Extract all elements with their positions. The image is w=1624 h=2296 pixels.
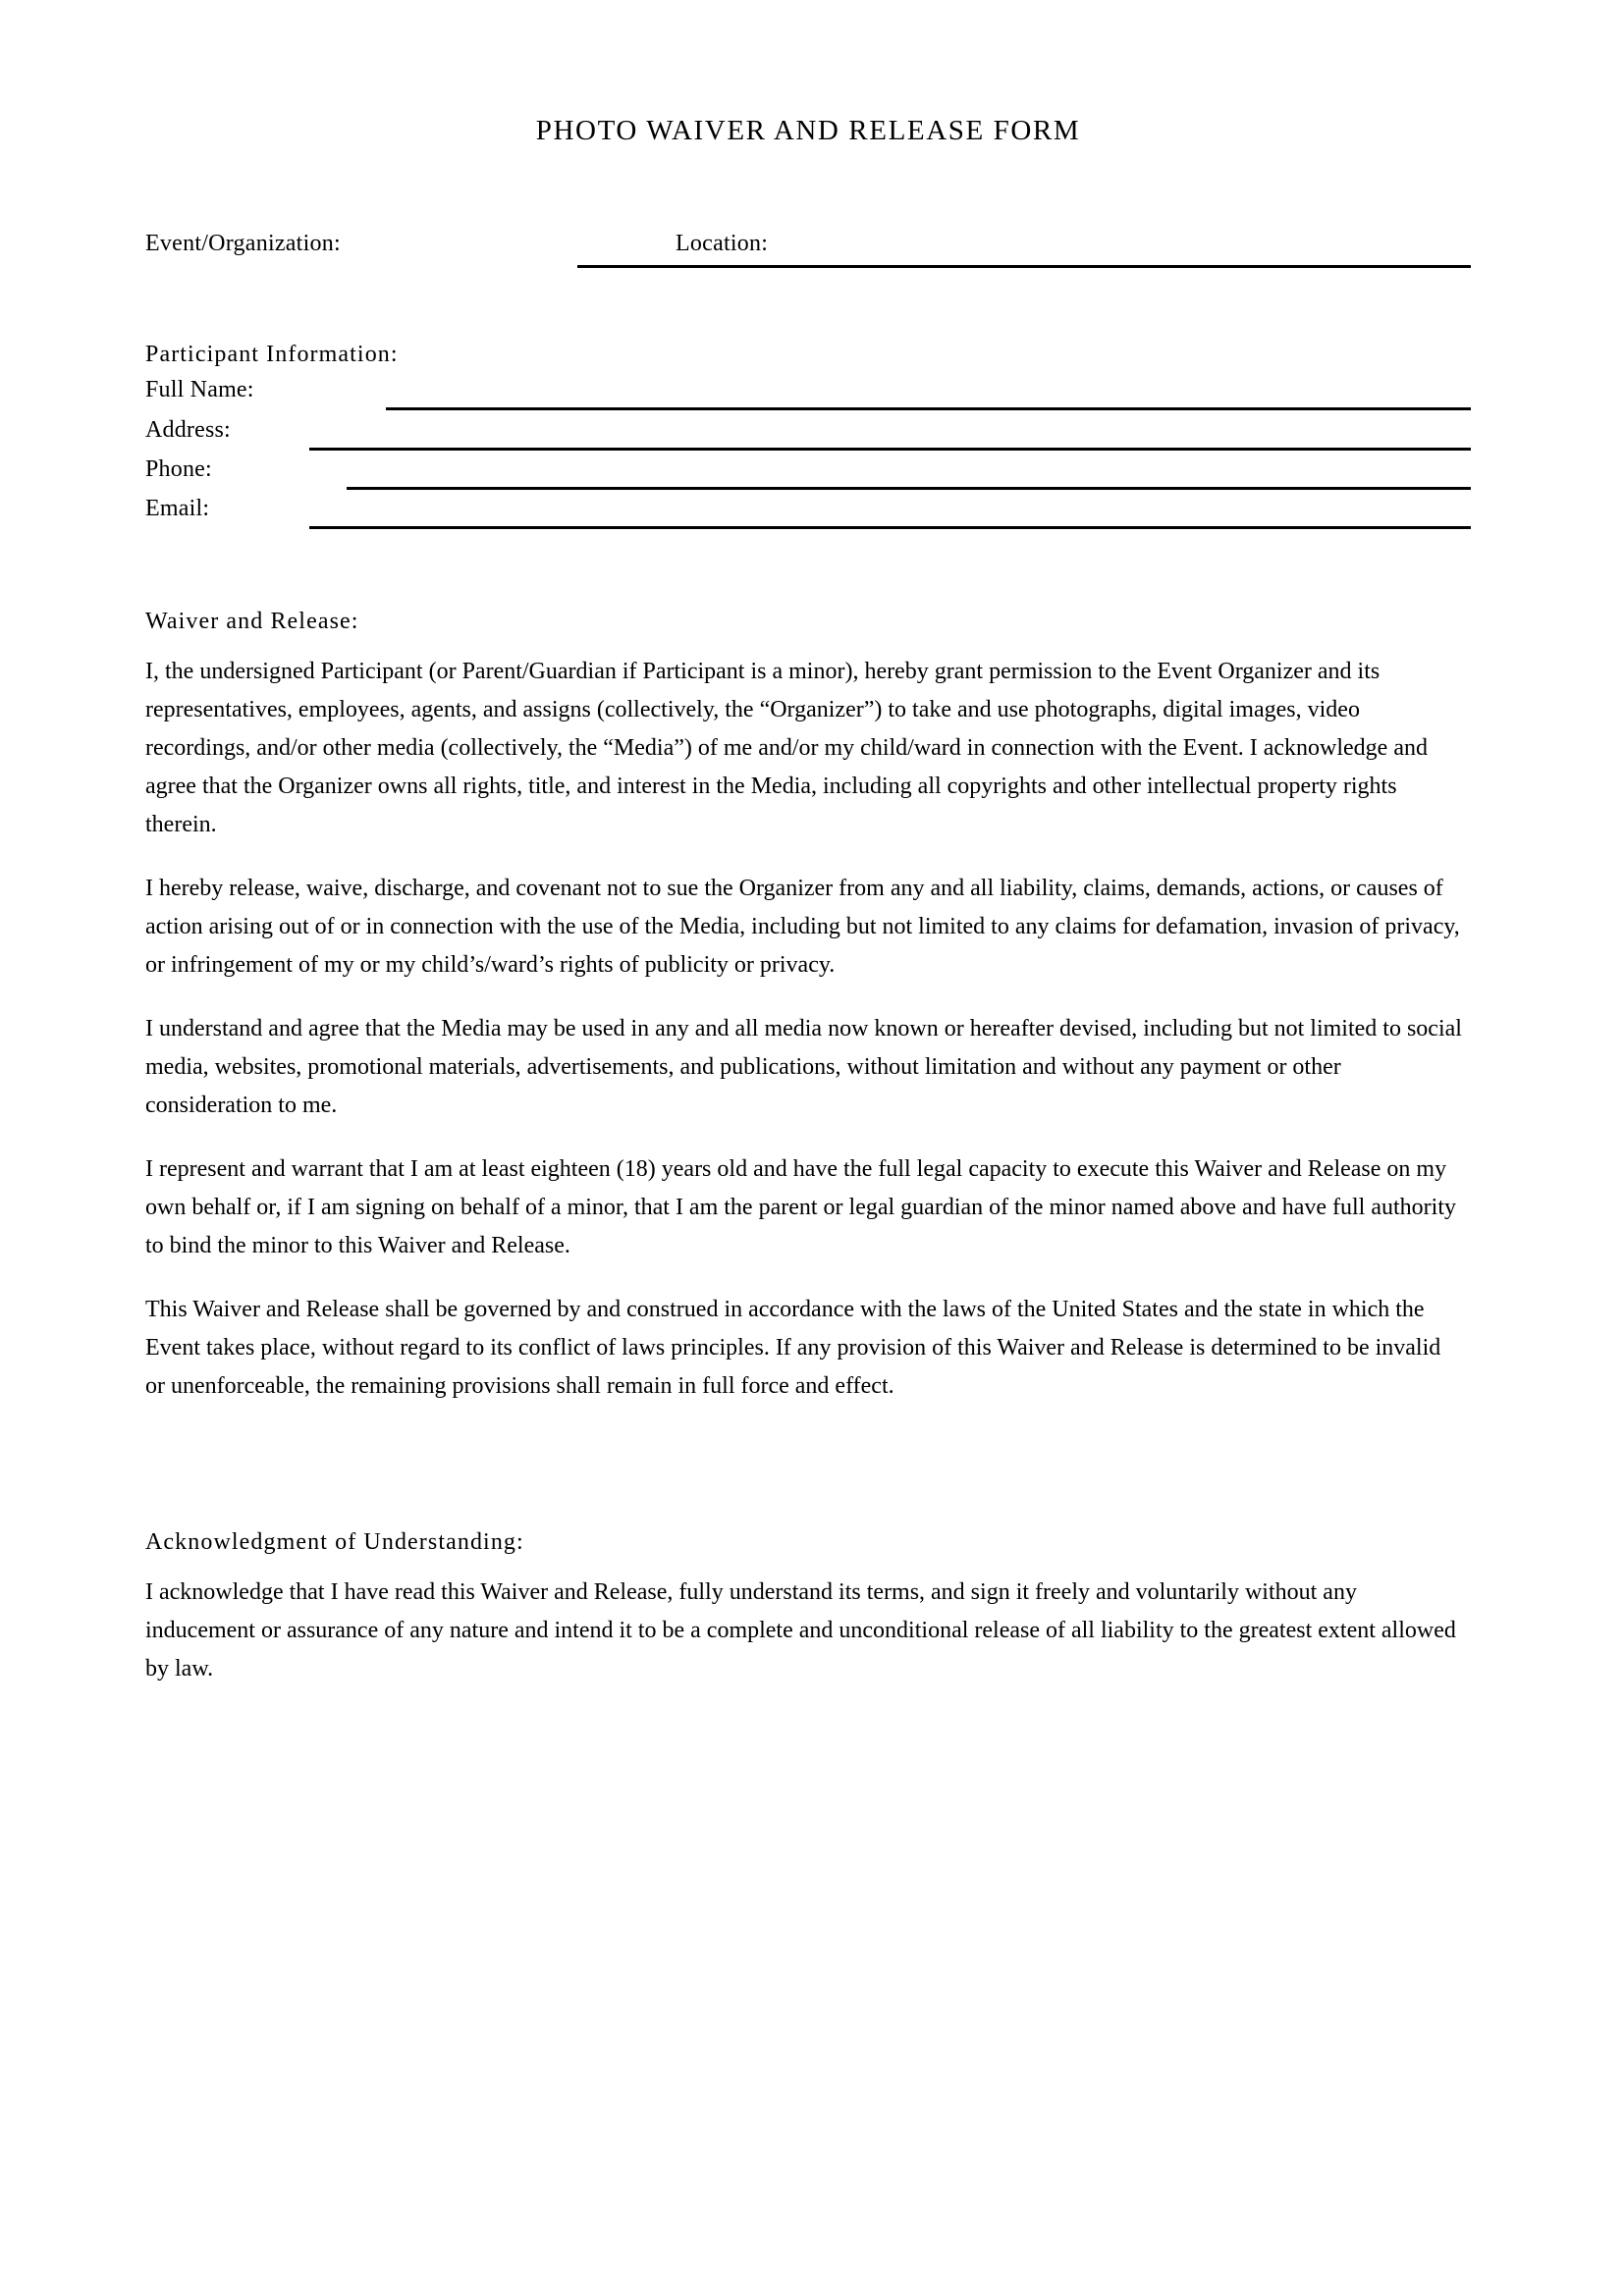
address-label: Address: bbox=[145, 417, 231, 443]
waiver-paragraph: This Waiver and Release shall be governed by and construed in accordance with the laws of the United States and the state in which the Event takes place, without regard to its conflict of laws principles. If any provision of this Waiver and Release is determined to be invalid or unenforceable, the remaining provisions shall remain in full force and effect. bbox=[145, 1297, 1441, 1399]
waiver-paragraph: I, the undersigned Participant (or Parent/Guardian if Participant is a minor), hereby grant permission to the Event Organizer and its representatives, employees, agents, and assigns (collectively, the “Organizer”) to take and use photographs, digital images, video recordings, and/or other media (collectively, the “Media”) of me and/or my child/ward in connection with the Event. I acknowledge and agree that the Organizer owns all rights, title, and interest in the Media, including all copyrights and other intellectual property rights therein. bbox=[145, 659, 1428, 837]
email-label: Email: bbox=[145, 496, 210, 521]
acknowledgment-heading: Acknowledgment of Understanding: bbox=[145, 1529, 524, 1555]
field-row-phone bbox=[145, 456, 1471, 494]
email-fill-line[interactable] bbox=[309, 526, 1471, 529]
full-name-fill-line[interactable] bbox=[386, 407, 1471, 410]
phone-label: Phone: bbox=[145, 456, 212, 482]
acknowledgment-paragraph: I acknowledge that I have read this Waiver and Release, fully understand its terms, and sign it freely and voluntarily without any inducement or assurance of any nature and intend it to be a complete and unconditional release of all liability to the greatest extent allowed by law. bbox=[145, 1579, 1456, 1682]
location-label: Location: bbox=[676, 231, 769, 256]
event-organization-label: Event/Organization: bbox=[145, 231, 341, 256]
phone-fill-line[interactable] bbox=[347, 487, 1471, 490]
full-name-label: Full Name: bbox=[145, 377, 254, 402]
acknowledgment-section bbox=[145, 1529, 1466, 1688]
field-row-email bbox=[145, 496, 1471, 533]
event-location-fill-line[interactable] bbox=[577, 265, 1471, 268]
waiver-and-release-section bbox=[145, 609, 1466, 1406]
field-row-address bbox=[145, 417, 1471, 454]
waiver-paragraph: I represent and warrant that I am at least eighteen (18) years old and have the full legal capacity to execute this Waiver and Release on my own behalf or, if I am signing on behalf of a minor, that I am the parent or legal guardian of the minor named above and have full authority to bind the minor to this Waiver and Release. bbox=[145, 1156, 1456, 1258]
page-title: PHOTO WAIVER AND RELEASE FORM bbox=[535, 115, 1081, 146]
address-fill-line[interactable] bbox=[309, 448, 1471, 451]
field-row-full-name bbox=[145, 377, 1471, 414]
waiver-and-release-heading: Waiver and Release: bbox=[145, 609, 359, 634]
waiver-paragraph: I understand and agree that the Media may be used in any and all media now known or hereafter devised, including but not limited to social media, websites, promotional materials, advertisements, and publications, without limitation and without any payment or other consideration to me. bbox=[145, 1016, 1462, 1118]
header-fields-row bbox=[145, 231, 1471, 274]
participant-information-heading: Participant Information: bbox=[145, 342, 399, 367]
waiver-paragraph: I hereby release, waive, discharge, and covenant not to sue the Organizer from any and all liability, claims, demands, actions, or causes of action arising out of or in connection with the use of the Media, including but not limited to any claims for defamation, invasion of privacy, or infringement of my or my child’s/ward’s rights of publicity or privacy. bbox=[145, 876, 1460, 978]
